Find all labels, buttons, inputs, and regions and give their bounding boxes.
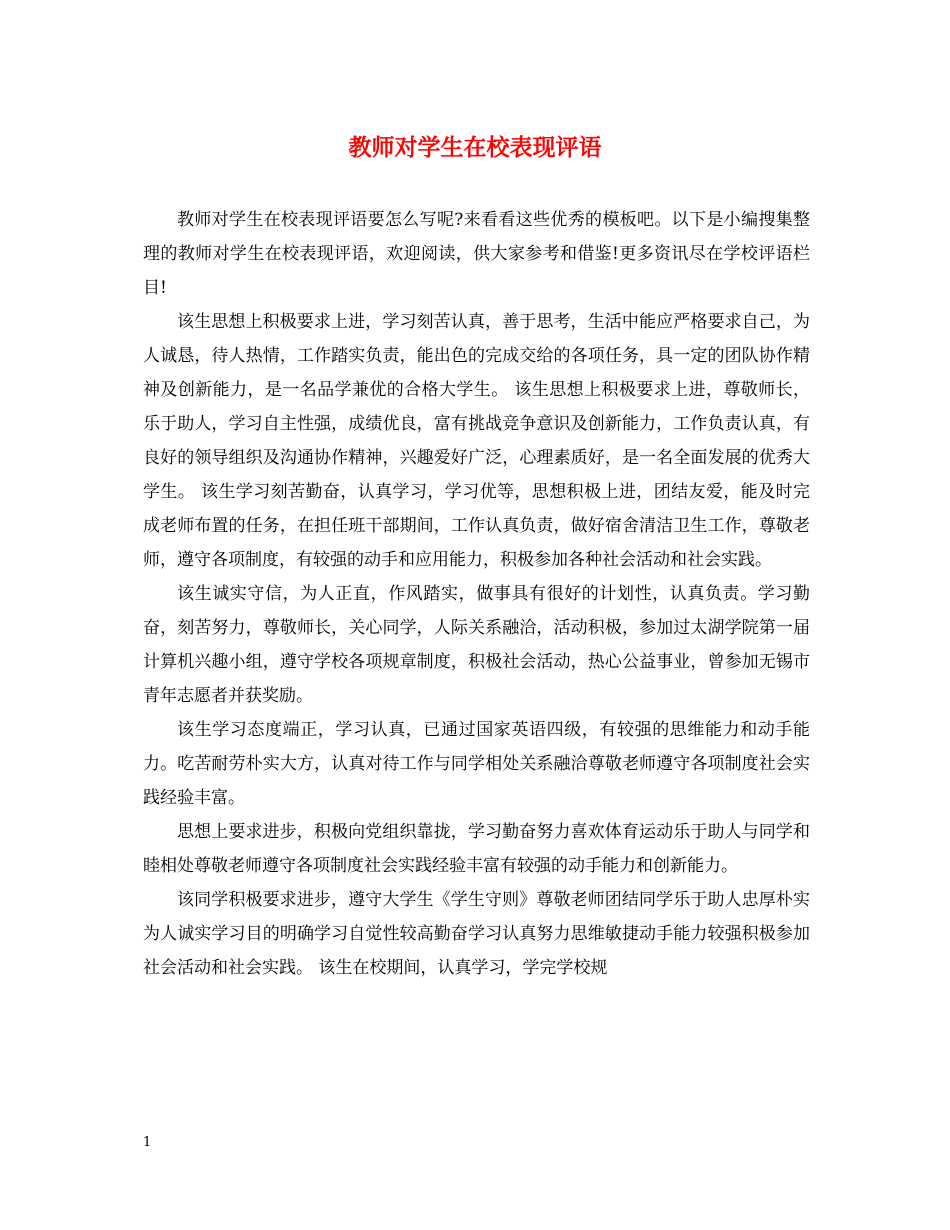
paragraph-evaluation-5: 该同学积极要求进步，遵守大学生《学生守则》尊敬老师团结同学乐于助人忠厚朴实为人诚实学习目的明确学习自觉性较高勤奋学习认真努力思维敏捷动手能力较强积极参加社会活动和社会实践。 该生在校期间，认真学习，学完学校规 xyxy=(143,890,810,978)
document-body xyxy=(143,203,810,985)
paragraph-evaluation-3: 该生学习态度端正，学习认真，已通过国家英语四级，有较强的思维能力和动手能力。吃苦耐劳朴实大方，认真对待工作与同学相处关系融洽尊敬老师遵守各项制度社会实践经验丰富。 xyxy=(143,720,810,808)
paragraph-evaluation-4: 思想上要求进步，积极向党组织靠拢，学习勤奋努力喜欢体育运动乐于助人与同学和睦相处尊敬老师遵守各项制度社会实践经验丰富有较强的动手能力和创新能力。 xyxy=(143,822,810,876)
paragraph-evaluation-2: 该生诚实守信，为人正直，作风踏实，做事具有很好的计划性，认真负责。学习勤奋，刻苦努力，尊敬师长，关心同学，人际关系融洽，活动积极，参加过太湖学院第一届计算机兴趣小组，遵守学校各项规章制度，积极社会活动，热心公益事业，曾参加无锡市青年志愿者并获奖励。 xyxy=(143,584,810,706)
paragraph-evaluation-1: 该生思想上积极要求上进，学习刻苦认真，善于思考，生活中能应严格要求自己，为人诚恳，待人热情，工作踏实负责，能出色的完成交给的各项任务，具一定的团队协作精神及创新能力，是一名品学兼优的合格大学生。 该生思想上积极要求上进，尊敬师长，乐于助人，学习自主性强，成绩优良，富有挑战竞争意识及创新能力，工作负责认真，有良好的领导组织及沟通协作精神，兴趣爱好广泛，心理素质好，是一名全面发展的优秀大学生。 该生学习刻苦勤奋，认真学习，学习优等，思想积极上进，团结友爱，能及时完成老师布置的任务，在担任班干部期间，工作认真负责，做好宿舍清洁卫生工作，尊敬老师，遵守各项制度，有较强的动手和应用能力，积极参加各种社会活动和社会实践。 xyxy=(143,312,810,570)
page-title: 教师对学生在校表现评语 xyxy=(348,134,602,161)
page-number: 1 xyxy=(143,1135,152,1150)
paragraph-intro: 教师对学生在校表现评语要怎么写呢?来看看这些优秀的模板吧。以下是小编搜集整理的教师对学生在校表现评语，欢迎阅读，供大家参考和借鉴!更多资讯尽在学校评语栏目! xyxy=(143,210,810,298)
